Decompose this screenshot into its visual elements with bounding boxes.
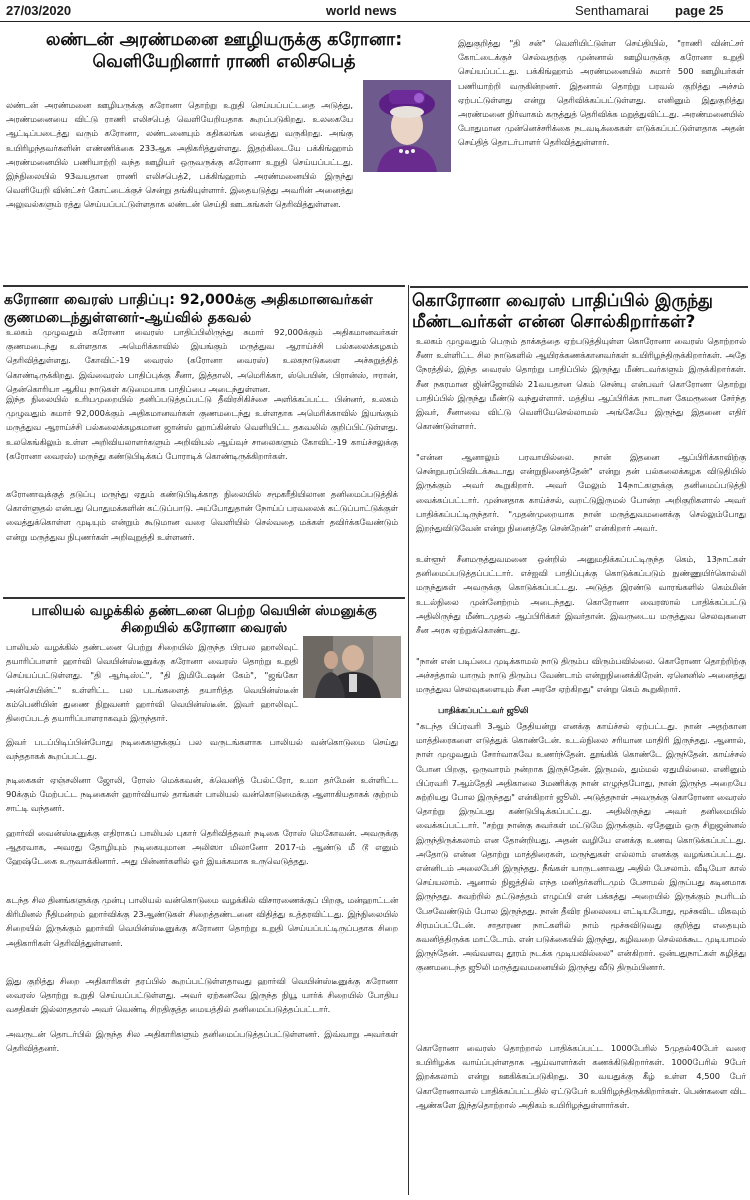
article4-paragraph: அவருடன் தொடர்பில் இருந்த சில அதிகாரிகளும் தனிமைப்படுத்தப்பட்டுள்ளனர். இவ்வாறு அவர்கள் தெரிவித்தனர். xyxy=(6,1029,398,1054)
article4-paragraph: இவர் படப்பிடிப்பின்போது நடிகைகளுக்குப் பல வருடங்களாக பாலியல் வன்கொடுமை செய்து வந்ததாகக் கூறப்பட்டது. xyxy=(6,737,398,762)
article4-paragraph: இது குறித்து சிறை அதிகாரிகள் தரப்பில் கூறப்பட்டுள்ளதாவது ஹார்வி வெயின்ஸ்டீனுக்கு கரோனா வைரஸ் தொற்று உறுதி செய்யப்பட்டுள்ளது. அவர் ஏற்கனவே இருந்த நியூ யார்க் சிறையில் போதிய வசதிகள் இல்லாததால் அவர் வெண்டி சிறதிகுத்த மையத்தில் தனிமைப்படுத்தப்பட்டார். xyxy=(6,976,398,1015)
headline-line: மீண்டவர்கள் என்ன சொல்கிறார்கள்? xyxy=(412,312,696,333)
article1-body-right: இதுகுறித்து "தி சன்" வெளியிட்டுள்ள செய்தியில், "ராணி வின்ட்சர் கோட்டைக்குச் செல்வதற்கு முன்னால் ஊழியருக்கு கரோனா உறுதி செய்யப்பட்டது. பக்கிங்ஹாம் அரண்மனையில் சுமார் 500 ஊழியர்கள் பணியாற்றி வருகின்றனர். இதனால் தொற்று பரவல் குறித்து அச்சம் ஏற்பட்டுள்ளது என்று தெரிவிக்கப்பட்டுள்ளது. எனினும் இதுகுறித்து அரண்மனை நிர்வாகம் கருத்துத் தெரிவிக்க மறுத்துவிட்டது. அரண்மனையில் போதுமான முன்னெச்சரிக்கை நடவடிக்கைகள் எடுக்கப்பட்டுள்ளதாக அதன் செய்தித் தொடர்பாளர் தெரிவித்துள்ளார். xyxy=(458,38,744,148)
article3-headline xyxy=(412,291,748,334)
article3-body xyxy=(416,334,746,1111)
article1-body-top: லண்டன் அரண்மனை ஊழியருக்கு கரோனா தொற்று உறுதி செய்யப்பட்டதை அடுத்து, அரண்மனையை விட்டு ராணி எலிசபெத் வெளியேறியதாக கூறப்படுகிறது. உலகையே ஆட்டிப்படைத்து வரும் கரோனா, லண்டனையும் கதிகலங்க வைத்து வருகிறது. அங்கு உயிரிழந்தவர்களின் எண்ணிக்கை 233ஆக அதிகரித்துள்ளது. இதற்கிடையே பக்கிங்ஹாம் அரண்மனையில் பணியாற்றி வந்த ஊழியர் ஒருவருக்கு கரோனா உறுதி செய்யப்பட்டது. இந்நிலையில் 93வயதான ராணி எலிசபெத்2, பக்கிங்ஹாம் அரண்மனையில் இருந்து வெளியேறி வின்ட்சர் கோட்டைக்குச் சென்று தங்கியுள்ளார். இதையடுத்து அவரின் அனைத்து அலுவல்களும் ரத்து செய்யப்பட்டுள்ளதாக லண்டன் செய்தி ஊடகங்கள் தெரிவித்துள்ளன. xyxy=(6,100,353,210)
article4-paragraph: பாலியல் வழக்கில் தண்டனை பெற்று சிறையில் இருந்த பிரபல ஹாலிவுட் தயாரிப்பாளர் ஹார்வி வெயின்ஸ்டீனுக்கு கரோனா வைரஸ் தொற்று உறுதி செய்யப்பட்டுள்ளது. "தி ஆர்டிஸ்ட்", "தி இமிடேஷன் கேம்", "ஜங்கோ அன்செயின்ட்" உள்ளிட்ட பல படங்களைத் தயாரித்த வெயின்ஸ்டீன் கம்பெனியின் துணை நிறுவனர் ஹார்வி வெயின்ஸ்டீன். இவர் ஹாலிவுட் திரைப்படத் தயாரிப்பாளராகவும் இருந்தார். xyxy=(6,642,298,724)
section-name: world news xyxy=(326,3,397,18)
article3-paragraph: "நான் என் படிப்பை முடிக்காமல் நாடு திரும்ப விரும்பவில்லை. கொரோனா தொற்றிற்கு அச்சத்தால் யாரும் நாடு திரும்ப வேண்டாம் என்றுநினைக்கிறேன். ஏனெனில் அனைத்து மருத்துவ செலவுகளையும் சீன அரசே ஏற்கிறது" என்று கெம் கூறுகிறார். xyxy=(416,656,746,695)
column-divider xyxy=(408,285,409,1195)
article3-paragraph: "என்ன ஆனாலும் பரவாயில்லை. நான் இதனை ஆப்பிரிக்காவிற்கு சென்றுபரப்பிவிடக்கூடாது என்றுநினைத்தேன்" என்று தன் பல்கலைக்கழக விடுதியில் இருக்கும் அவர் கூறுகிறார். அவர் மேலும் 14நாட்களுக்கு தனிமைப்படுத்தி வைக்கப்பட்டார். முன்னதாக காய்ச்சல், வறட்டுஇருமல் போன்ற அறிகுறிகளால் அவர் பாதிக்கப்பட்டிருந்தார். "முதன்முறையாக நான் மருத்துவமனைக்கு செல்லும்போது இறந்துவிடுவேன் என்று நினைத்தே சென்றேன்" என்கிறார் அவர். xyxy=(416,452,746,534)
page-number: page 25 xyxy=(675,3,724,18)
article4-paragraph: ஹார்வி வைன்ஸ்டீனுக்கு எதிராகப் பாலியல் புகார் தெரிவித்தவர் நடிகை ரோஸ் மெகோவன். அவருக்கு ஆதரவாக, அவரது தோழியும் நடிகையுமான அலிஸா மிலானோ 2017-ம் ஆண்டு மீ டூ எனும் ஹேஷ்டேகை உருவாக்கினார். அது பின்னர்களில் ஓர் இயக்கமாக உருவெடுத்தது. xyxy=(6,828,398,867)
headline-line: பாலியல் வழக்கில் தண்டனை பெற்ற வெயின் ஸ்மனுக்கு xyxy=(31,603,377,619)
article3-paragraph: உலகம் முழுவதும் பெரும் தாக்கத்தை ஏற்படுத்தியுள்ள கொரோனா வைரஸ் தொற்றால் சீனா உள்ளிட்ட சில நாடுகளில் ஆயிரக்கணக்கானவர்கள் உயிரிழந்திருக்கிறார்கள். அதே நேரத்தில், இந்த வைரஸ் தொற்று பாதிப்பில் இருந்து மீண்டவர்களும் இருக்கிறார்கள். சீன நகரமான ஜின்ஜோவில் 21வயதான கெம் சென்யு என்பவர் கொரோனா தொற்று பாதிப்பில் இருந்து மீண்டு வந்துள்ளார். மத்திய ஆப்பிரிக்க நாடான கேமரூனை சேர்ந்த இவர், சீனாவை விட்டு வெளியேசெல்லாமல் அங்கேயே இருந்து இதனை எதிர் கொண்டுள்ளார். xyxy=(416,336,746,432)
headline-line: கரோனா வைரஸ் பாதிப்பு: 92,000க்கு அதிகமானவர்கள் xyxy=(4,292,374,308)
section-divider xyxy=(3,285,405,287)
article2-paragraph: கரோனாவுக்குத் தடுப்பு மருந்து ஏதும் கண்டுபிடிக்காத நிலையில் சமூகரீதியிலான தனிமைப்படுத்திக் கொள்ளுதல் என்பது பொதுமக்களின் கட்டுப்பாடு. அப்போதுதான் நோய்ப் பரவலைக் கட்டுப்பாட்டுக்குள் வைத்துக்கொள்ள முடியும் என்றும் கூடுமான வரை வெளியில் செல்வதை மக்கள் தவிர்க்கவேண்டும் என்று மருத்துவ நிபுணர்கள் அறிவுறுத்தி உள்ளனர். xyxy=(6,489,398,542)
article3-paragraph: "கடந்த பிப்ரவரி 3ஆம் தேதியன்று எனக்கு காய்ச்சல் ஏற்பட்டது. நான் அதற்கான மாத்திரைகளை எடுத்துக் கொண்டேன். உடல்நிலை சரியான மாதிரி இருந்தது. ஆனால், நாள் முழுவதும் சோர்வாகவே உணர்ந்தேன். தூங்கிக் கொண்டே இருந்தேன். காய்ச்சல் போன பிறகு, ஒருவாரம் நன்றாக இருந்தேன். இருமல், தும்மல் ஏதுமில்லை. எனினும் பிப்ரவரி 7ஆம்தேதி அதிகாலை 3மணிக்கு நான் எழுந்தபோது, நான் இருந்த அறையே சுற்றியது போல இருந்தது" என்கிறார் ஜூலி. அடுத்தநாள் அவருக்கு கொரோனா வைரஸ் தொற்று இருப்பது கண்டுபிடிக்கப்பட்டது. அதிலிருந்து அவர் தனிமையில் வைக்கப்பட்டார். "சற்று நான்கு சுவர்கள் மட்டுமே இருக்கும். ஏதேனும் ஒரு சிறுஜன்னல் இருந்திருக்கலாம் என தோன்றியது. அதன் வழியே எனக்கு உணவு கொடுக்கப்பட்டது. அதோடு என்ன தொற்று மாத்திரைகள், மருந்துகள் எல்லாம் எனக்கு வழங்கப்பட்டது. என்னிடம் அலைபேசி இருந்தது. நீங்கள் யாருடனாவது அதில் பேசலாம். வீடியோ கால் செய்யலாம். ஆனால் நிஜத்தில் எந்த மனிதர்களிடமும் பேசாமல் இருப்பது கடினமாக இருந்தது. சுவற்றில் தட்டுசத்தம் எழுப்பி என் பக்கத்து அறையில் இருக்கும் நபரிடம் பேசவேண்டும் போல இருந்தது. நான் தீவிர நிலையை எட்டியபோது, மூச்சுவிட மிகவும் சிரமப்பட்டேன். சாதாரண நாட்களில் நாம் மூச்சுவிடுவது குறித்து எதையும் கவனித்திருக்க மாட்டோம். என் படுக்கையில் இருந்து, கழிவறை செல்லக்கூட முடியாமல் இருந்தேன். அவ்வளவு தூரம் நடக்க முடியவில்லை" என்கிறார். ஒன்பதுநாட்கள் கழித்து குணமடைந்த ஜூலி மருத்துவமனையில் இருந்து வீடு திரும்பினார். xyxy=(416,721,746,973)
article2-body xyxy=(6,325,398,544)
headline-line: குணமடைந்துள்ளனர்-ஆய்வில் தகவல் xyxy=(4,309,252,326)
headline-line: சிறையில் கரோனா வைரஸ் xyxy=(120,619,288,636)
article2-paragraph: இந்த நிலையில் உரியமுறையில் தனிப்படுத்தப்பட்டு தீவிரசிகிச்சை அளிக்கப்பட்ட பின்னர், உலகம் முழுவதும் சுமார் 92,000க்கும் அதிகமானவர்கள் குணமடைந்து உள்ளதாக அமெரிக்காவில் இயங்கும் மருத்துவ ஆராய்ச்சி பல்கலைக்கழகமான ஜான்ஸ் ஹாப்கின்ஸ் வெளியிட்ட தகவலில் குறிப்பிட்டுள்ளது. உலகெங்கிலும் உள்ள அறிவியலாளர்களும் அறிவியல் ஆய்வுச் சாலைகளும் கோவிட்-19 காய்ச்சலுக்கு (கரோனா வைரஸ்) மருந்து கண்டுபிடிக்கப் போராடிக் கொண்டிருக்கிறார்கள். xyxy=(6,394,398,461)
headline-line: வெளியேறினார் ராணி எலிசபெத் xyxy=(92,51,356,72)
article1-headline xyxy=(4,30,444,74)
headline-line: லண்டன் அரண்மனை ஊழியருக்கு கரோனா: xyxy=(45,30,403,50)
page-header xyxy=(0,0,750,22)
article4-body xyxy=(6,640,398,1055)
section-divider xyxy=(3,597,405,599)
queen-elizabeth-photo xyxy=(363,80,451,172)
article2-paragraph: உலகம் முழுவதும் கரோனா வைரஸ் பாதிப்பிலிருந்து சுமார் 92,000க்கும் அதிகமானவர்கள் குணமடைந்து உள்ளதாக அமெரிக்காவில் இயங்கும் மருத்துவ ஆராய்ச்சி பல்கலைக்கழகம் தெரிவித்துள்ளது. கோவிட்-19 வைரஸ் (கரோனா வைரஸ்) உலகநாடுகளை அச்சுறுத்தித் கொண்டிருக்கிறது. இவ்வைரஸ் பாதிப்புக்கு சீனா, இத்தாலி, அமெரிக்கா, ஸ்பெயின், பிரான்ஸ், ஈரான், தென்கொரியா ஆகிய நாடுகள் கடுமையாக பாதிப்பை அடைந்துள்ளன. xyxy=(6,327,398,394)
headline-line: கொரோனா வைரஸ் பாதிப்பில் இருந்து xyxy=(412,291,713,311)
issue-date: 27/03/2020 xyxy=(6,3,72,18)
queen-photo-illustration xyxy=(363,80,451,172)
article4-paragraph: கடந்த சில தினங்களுக்கு முன்பு பாலியல் வன்கொடுமை வழக்கில் விசாரணைக்குப் பிறகு, மன்ஹாட்டன் கிரிமினல் நீதிமன்றம் ஹார்விக்கு 23ஆண்டுகள் சிறைத்தண்டனை விதித்து உத்தரவிட்டது. இந்நிலையில் சிறையில் இருக்கும் ஹார்வி வெயின்ஸ்டீனுக்கு கரோனா தொற்று உறுதி செய்யப்பட்டிருப்பதாக சிறை அதிகாரிகள் தெரிவித்துள்ளனர். xyxy=(6,895,398,948)
article3-paragraph: உள்ளூர் சீனமருத்துவமனை ஒன்றில் அனுமதிக்கப்பட்டிருந்த கெம், 13நாட்கள் தனிமைப்படுத்தப்பட்டார். எச்ஐவி பாதிப்புக்கு கொடுக்கப்படும் நுண்ணுயிர்கொல்லி மருந்துகள் அவருக்கு கொடுக்கப்பட்டது. அடுத்த இரண்டு வாரங்களில் கெம்மின் உடல்நிலை முன்னேற்றம் அடைந்தது. கொரோனா வைரஸால் பாதிக்கப்பட்டு அதிலிருந்து மீண்டமுதல் ஆப்பிரிக்கர் இவர்தான். இவருடைய மருத்துவ செலவுகளை சீன அரசு ஏற்றுக்கொண்டது. xyxy=(416,554,746,636)
article3-paragraph: கொரோனா வைரஸ் தொற்றால் பாதிக்கப்பட்ட 1000பேரில் 5முதல்40பேர் வரை உயிரிழக்க வாய்ப்புள்ளதாக ஆய்வாளர்கள் கணக்கிடுகிறார்கள். 1000பேரில் 9பேர் இறக்கலாம் என்று ஊகிக்கப்படுகிறது. 30 வயதுக்கு கீழ் உள்ள 4,500 பேர் கொரோனாவால் பாதிக்கப்பட்டதில் ஏட்டுபேர் உயிரிழந்திருக்கிறார்கள். பெண்களை விட ஆண்களே இந்ததொற்றால் அதிகம் உயிரிழந்துள்ளார்கள். xyxy=(416,1043,746,1110)
publication-name: Senthamarai xyxy=(575,3,649,18)
article4-headline xyxy=(4,603,404,637)
article3-subhead: பாதிக்கப்பட்டவர் ஜூலி xyxy=(438,705,529,715)
article2-headline xyxy=(4,292,404,328)
article4-paragraph: நடிகைகள் ஏஞ்சலினா ஜோலி, ரோஸ் மெக்கவன், க்வெனித் பேல்ட்ரோ, உமா தர்மேன் உள்ளிட்ட 90க்கும் மேற்பட்ட நடிகைகள் ஹார்வியால் தாங்கள் பாலியல் வன்கொடுமைக்கு ஆளாகியதாகக் குற்றம் சாட்டி வந்தனர். xyxy=(6,775,398,814)
section-divider xyxy=(410,286,748,288)
